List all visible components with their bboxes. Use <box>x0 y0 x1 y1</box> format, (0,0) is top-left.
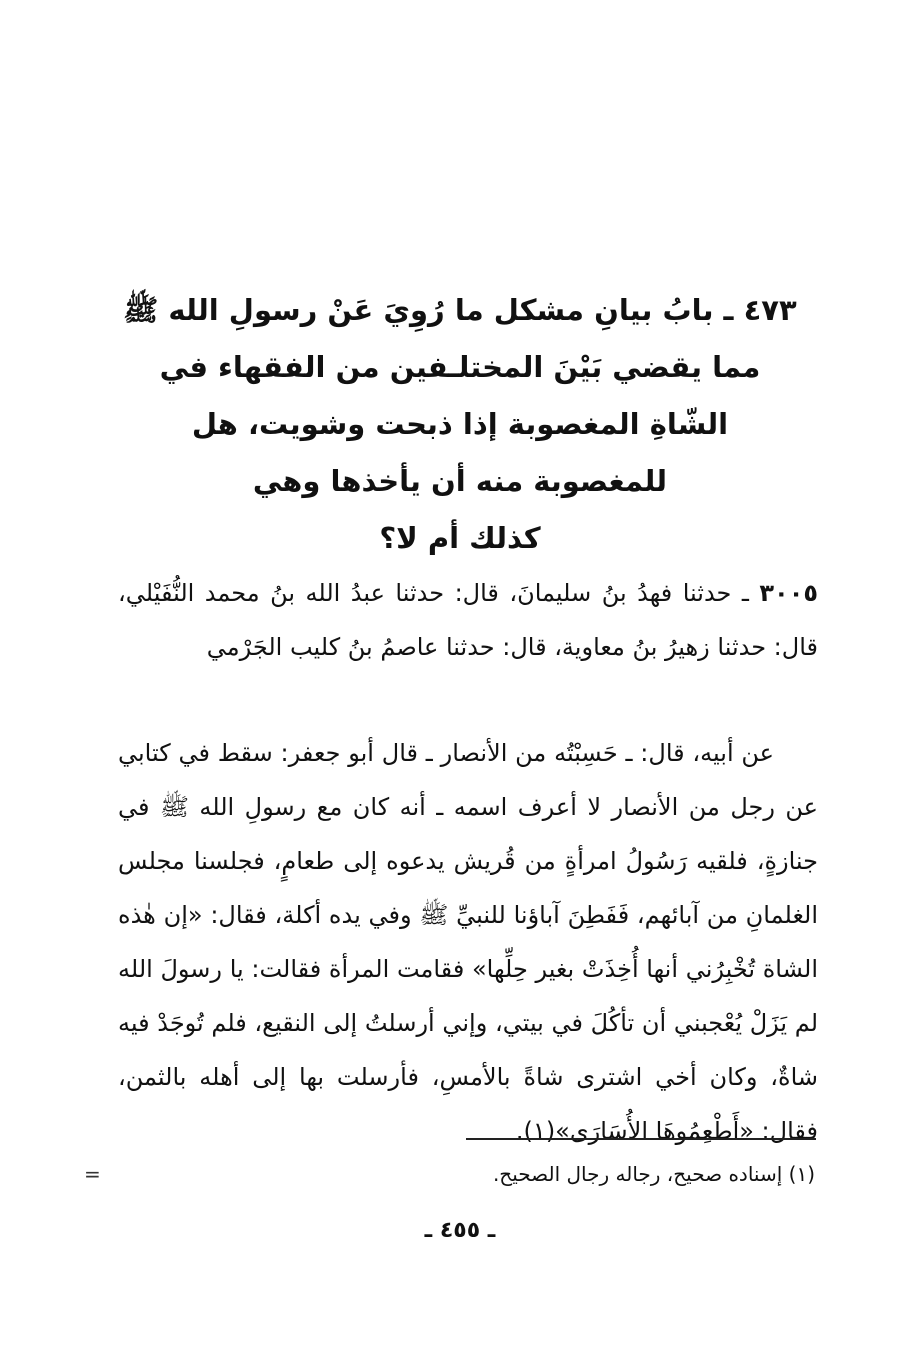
chapter-heading-line: الشّاةِ المغصوبة إذا ذبحت وشويت، هل <box>191 407 729 441</box>
margin-mark: = <box>84 1162 101 1186</box>
hadith-matn: عن أبيه، قال: ـ حَسِبْتُه من الأنصار ـ قال أبو جعفر: سقط في كتابي عن رجل من الأنصار لا أعرف اسمه ـ أنه كان مع رسولِ الله ﷺ في جنازةٍ، فلقيه رَسُولُ امرأةٍ من قُريش يدعوه إلى طعامٍ، فجلسنا مجلس الغلمانِ من آبائهم، فَفَطِنَ آباؤنا للنبيِّ ﷺ وفي يده أكلة، فقال: «إن هٰذه الشاة تُخْبِرُني أنها أُخِذَتْ بغير حِلِّها» فقامت المرأة فقالت: يا رسولَ الله لم يَزَلْ يُعْجبني أن تأكُلَ في بيتي، وإني أرسلتُ إلى النقيع، فلم تُوجَدْ فيه شاةٌ، وكان أخي اشترى شاةً بالأمسِ، فأرسلت بها إلى أهله بالثمن، فقال: «أَطْعِمُوهَا الأُسَارَى»(١). <box>118 739 818 1145</box>
chapter-heading-line: كذلك أم لا؟ <box>379 521 541 555</box>
chapter-heading-line: ٤٧٣ ـ بابُ بيانِ مشكل ما رُوِيَ عَنْ رسولِ الله ﷺ <box>123 293 797 327</box>
chapter-heading-line: مما يقضي بَيْنَ المختلـفين من الفقهاء في <box>159 350 761 384</box>
footnote: (١) إسناده صحيح، رجاله رجال الصحيح. <box>492 1162 815 1186</box>
hadith-isnad: ـ حدثنا فهدُ بنُ سليمانَ، قال: حدثنا عبدُ الله بنُ محمد النُّفَيْلي، قال: حدثنا زهيرُ بنُ معاوية، قال: حدثنا عاصمُ بنُ كليب الجَرْمي <box>118 579 818 661</box>
chapter-heading <box>120 282 800 567</box>
hadith-isnad-paragraph <box>118 566 818 674</box>
page-number: ـ ٤٥٥ ـ <box>424 1218 496 1243</box>
hadith-number: ٣٠٠٥ <box>759 579 818 607</box>
hadith-matn-paragraph <box>118 726 818 1158</box>
footnote-divider <box>466 1138 816 1140</box>
chapter-heading-line: للمغصوبة منه أن يأخذها وهي <box>252 464 668 498</box>
